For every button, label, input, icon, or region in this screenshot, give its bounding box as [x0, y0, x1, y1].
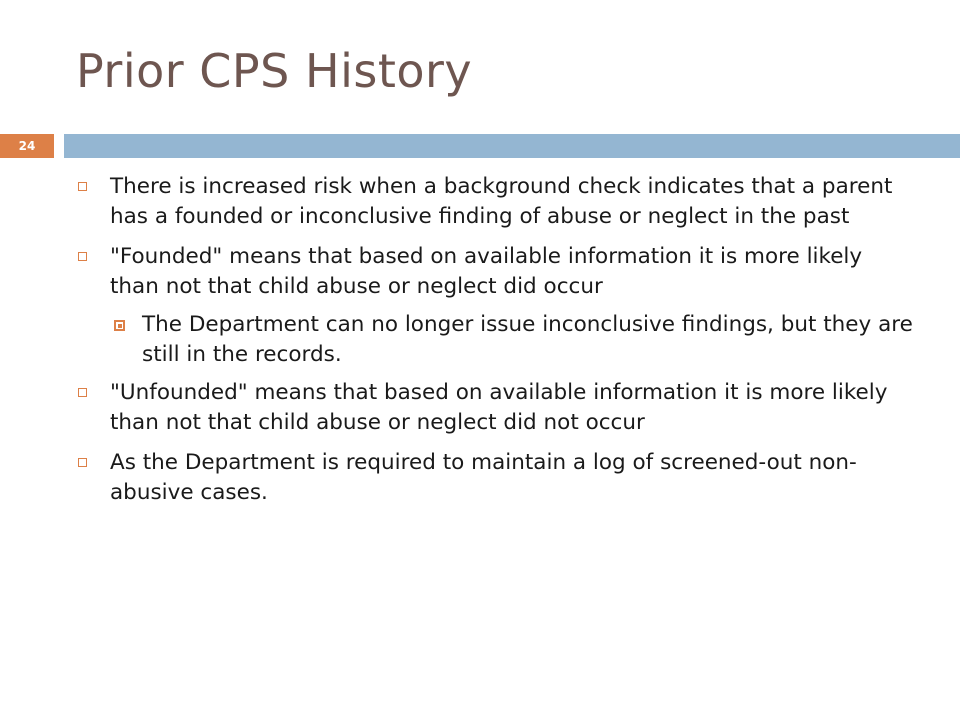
- accent-bar: [64, 134, 960, 158]
- square-bullet-icon: [78, 388, 87, 397]
- sub-bullet-item: [110, 310, 916, 370]
- bullet-item: [76, 378, 916, 438]
- bullet-item: [76, 172, 916, 232]
- bullet-item: [76, 242, 916, 302]
- square-bullet-icon: [78, 252, 87, 261]
- bullet-text: There is increased risk when a background check indicates that a parent has a founded or inconclusive finding of abuse or neglect in the past: [110, 174, 893, 229]
- bullet-text: "Unfounded" means that based on available information it is more likely than not that child abuse or neglect did not occur: [110, 380, 888, 435]
- bullet-list: [76, 172, 916, 518]
- bullet-item: [76, 448, 916, 508]
- sub-bullet-text: The Department can no longer issue inconclusive findings, but they are still in the records.: [142, 312, 913, 367]
- bullet-text: "Founded" means that based on available information it is more likely than not that child abuse or neglect did occur: [110, 244, 863, 299]
- slide-number-badge: 24: [0, 134, 54, 158]
- filled-square-bullet-icon: [114, 320, 125, 331]
- square-bullet-icon: [78, 458, 87, 467]
- bullet-text: As the Department is required to maintain a log of screened-out non-abusive cases.: [110, 450, 857, 505]
- square-bullet-icon: [78, 182, 87, 191]
- slide-title: Prior CPS History: [76, 44, 473, 98]
